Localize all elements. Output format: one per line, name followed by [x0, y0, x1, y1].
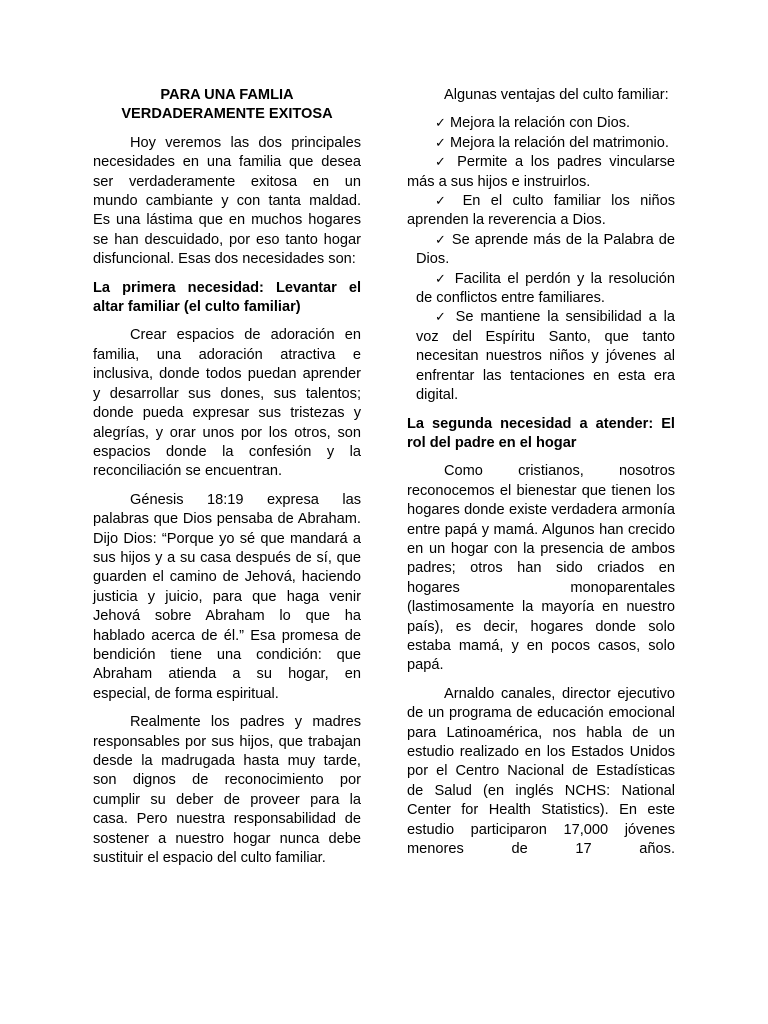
- checkmark-icon: ✓: [435, 135, 446, 151]
- list-item-text: Mejora la relación del matrimonio.: [449, 134, 669, 151]
- list-item-text: En el culto familiar los niños aprenden la reverencia a Dios.: [407, 193, 675, 229]
- second-need-heading: La segunda necesidad a atender: El rol del padre en el hogar: [407, 415, 675, 451]
- title-line-2: VERDADERAMENTE EXITOSA: [121, 106, 333, 123]
- document-title: [93, 86, 361, 125]
- intro-paragraph: Hoy veremos las dos principales necesidades en una familia que desea ser verdaderamente exitosa en un mundo cambiante y con tanta maldad. Es una lástima que en muchos hogares se han descuidado, por eso tanto hogar disfuncional. Esas dos necesidades son:: [93, 134, 361, 268]
- worship-paragraph: Crear espacios de adoración en familia, una adoración atractiva e inclusiva, donde todos puedan aprender y desarrollar sus dones, sus talentos; donde pueda expresar sus tristezas y alegrías, y orar unos por los otros, son espacios donde la confesión y la reconciliación se encuentran.: [93, 327, 361, 480]
- advantages-list: [407, 114, 675, 405]
- study-paragraph: Arnaldo canales, director ejecutivo de un programa de educación emocional para Latinoamérica, nos habla de un estudio realizado en los Estados Unidos por el Centro Nacional de Estadísticas de Salud (en inglés NCHS: National Center for Health Statistics). En este estudio participaron 17,000 jóvenes menores de 17 años.: [407, 685, 675, 858]
- parents-paragraph: Realmente los padres y madres responsables por sus hijos, que trabajan desde la madrugada hasta muy tarde, son dignos de reconocimiento por cumplir su deber de proveer para la casa. Pero nuestra responsabilidad de sostener a nuestro hogar nunca debe sustituir el espacio del culto familiar.: [93, 714, 361, 867]
- list-item-text: Permite a los padres vincularse más a sus hijos e instruirlos.: [407, 154, 675, 190]
- checkmark-icon: ✓: [435, 194, 453, 210]
- list-item: [407, 308, 675, 405]
- list-item-text: Se mantiene la sensibilidad a la voz del Espíritu Santo, que tanto necesitan nuestros niños y jóvenes al enfrentar las tentaciones en esta era digital.: [416, 309, 675, 404]
- list-item: [407, 270, 675, 309]
- advantages-intro: Algunas ventajas del culto familiar:: [444, 87, 669, 103]
- checkmark-icon: ✓: [435, 271, 449, 287]
- list-item: [407, 192, 675, 231]
- checkmark-icon: ✓: [435, 310, 449, 326]
- right-column: [407, 86, 675, 868]
- list-item-text: Mejora la relación con Dios.: [449, 115, 631, 132]
- title-line-1: PARA UNA FAMLIA: [160, 87, 294, 103]
- list-item-text: Facilita el perdón y la resolución de conflictos entre familiares.: [416, 270, 675, 307]
- list-item: [407, 231, 675, 270]
- list-item: [407, 134, 675, 153]
- genesis-paragraph: Génesis 18:19 expresa las palabras que Dios pensaba de Abraham. Dijo Dios: “Porque yo sé que mandará a sus hijos y a su casa después de sí, que guarden el camino de Jehová, haciendo justicia y juicio, para que haga venir Jehová sobre Abraham lo que ha hablado acerca de él.” Esa promesa de bendición tiene una condición: que Abraham atienda a su hogar, en especial, de forma espiritual.: [93, 491, 361, 702]
- list-item: [407, 153, 675, 192]
- left-column: [93, 86, 361, 877]
- list-item-text: Se aprende más de la Palabra de Dios.: [416, 231, 675, 268]
- list-item: [407, 114, 675, 133]
- first-need-heading: La primera necesidad: Levantar el altar familiar (el culto familiar): [93, 279, 361, 316]
- checkmark-icon: ✓: [435, 116, 446, 132]
- checkmark-icon: ✓: [435, 232, 447, 248]
- harmony-paragraph: Como cristianos, nosotros reconocemos el bienestar que tienen los hogares donde existe verdadera armonía entre papá y mamá. Algunos han crecido en un hogar con la presencia de ambos padres; otros han sido criados en hogares monoparentales (lastimosamente la mayoría en nuestro país), es decir, hogares donde solo estaba mamá, y en pocos casos, solo papá.: [407, 463, 675, 674]
- checkmark-icon: ✓: [435, 155, 450, 171]
